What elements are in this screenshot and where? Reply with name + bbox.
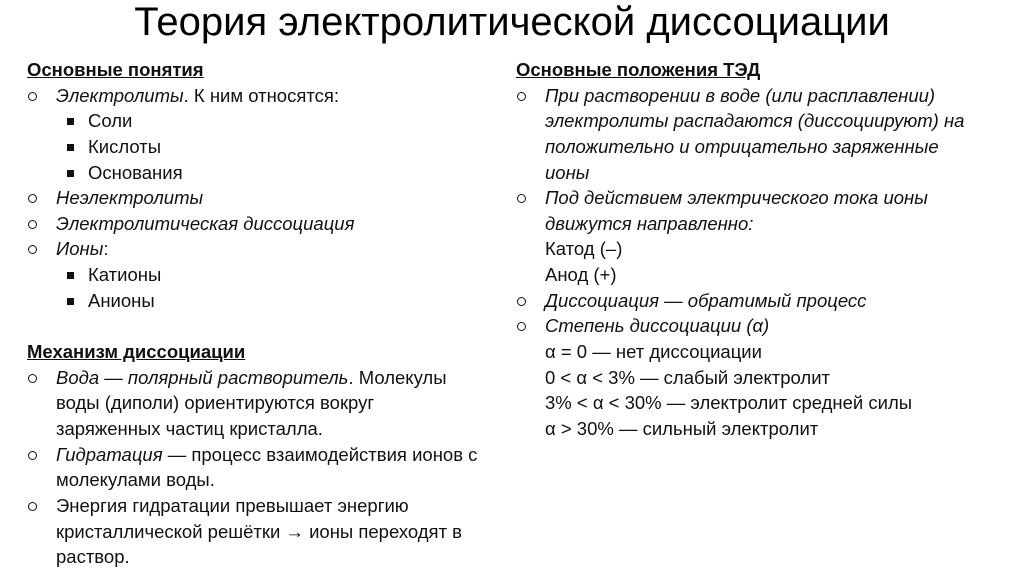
list-line [516, 236, 1006, 262]
text-segment: движутся направленно: [545, 212, 754, 234]
circle-bullet-icon [28, 502, 37, 511]
slide-title: Теория электролитической диссоциации [134, 0, 890, 44]
text-segment: воды (диполи) ориентируются вокруг [56, 392, 375, 414]
list-line [27, 288, 507, 314]
circle-bullet-icon [28, 220, 37, 229]
list-line [516, 134, 1006, 160]
circle-bullet-icon [517, 92, 526, 101]
list-line [27, 442, 507, 468]
text-segment: Электролитическая диссоциация [56, 212, 355, 234]
text-segment: 0 < α < 3% — слабый электролит [545, 366, 831, 388]
list-line [516, 185, 1006, 211]
square-bullet-icon [67, 272, 74, 279]
text-segment: Энергия гидратации превышает энергию [56, 494, 409, 516]
text-segment: Гидратация [56, 443, 163, 465]
text-segment: Кислоты [88, 135, 162, 157]
right-column [516, 57, 1006, 442]
list-line [27, 544, 507, 570]
list-line [516, 365, 1006, 391]
list-line [27, 134, 507, 160]
text-segment: Анионы [88, 289, 155, 311]
circle-bullet-icon [28, 194, 37, 203]
text-segment: α = 0 — нет диссоциации [545, 341, 762, 363]
list-line [27, 108, 507, 134]
text-segment: 3% < α < 30% — электролит средней силы [545, 392, 913, 414]
circle-bullet-icon [28, 92, 37, 101]
list-line [27, 467, 507, 493]
section-heading [516, 57, 1006, 83]
list-line [27, 519, 507, 545]
circle-bullet-icon [517, 322, 526, 331]
square-bullet-icon [67, 170, 74, 177]
text-segment: Диссоциация — обратимый процесс [545, 289, 867, 311]
square-bullet-icon [67, 118, 74, 125]
text-segment: Соли [88, 110, 133, 132]
circle-bullet-icon [517, 194, 526, 203]
text-segment: При растворении в воде (или расплавлении) [545, 84, 936, 106]
section-heading [27, 339, 507, 365]
text-segment: положительно и отрицательно заряженные [545, 135, 939, 157]
text-segment: Катод (–) [545, 238, 623, 260]
text-segment: Катионы [88, 264, 162, 286]
circle-bullet-icon [28, 451, 37, 460]
text-segment: : [103, 238, 109, 260]
text-segment: Под действием электрического тока ионы [545, 187, 928, 209]
text-segment: Основные положения ТЭД [516, 59, 761, 80]
list-line [516, 160, 1006, 186]
text-segment: заряженных частиц кристалла. [56, 417, 323, 439]
list-line [516, 108, 1006, 134]
text-segment: Вода — полярный растворитель [56, 366, 349, 388]
list-line [516, 211, 1006, 237]
circle-bullet-icon [28, 245, 37, 254]
list-line [27, 185, 507, 211]
list-line [516, 339, 1006, 365]
list-line [27, 236, 507, 262]
text-segment: раствор. [56, 546, 130, 568]
list-line [516, 288, 1006, 314]
list-line [516, 416, 1006, 442]
section-heading [27, 57, 507, 83]
text-segment: Основные понятия [27, 59, 204, 80]
list-line [27, 313, 507, 339]
list-line [27, 262, 507, 288]
text-segment: Неэлектролиты [56, 187, 204, 209]
list-line [516, 313, 1006, 339]
square-bullet-icon [67, 298, 74, 305]
text-segment: . Молекулы [348, 366, 447, 388]
text-segment: Механизм диссоциации [27, 341, 246, 363]
circle-bullet-icon [517, 297, 526, 306]
text-segment: α > 30% — сильный электролит [545, 417, 819, 439]
text-segment: . К ним относятся: [183, 84, 340, 106]
text-segment: кристаллической решётки → ионы переходят в [56, 520, 463, 542]
text-segment: Электролиты [56, 84, 184, 106]
circle-bullet-icon [28, 374, 37, 383]
list-line [516, 262, 1006, 288]
text-segment: — процесс взаимодействия ионов с [162, 443, 478, 465]
text-segment: ионы [545, 161, 590, 183]
text-segment: электролиты распадаются (диссоциируют) на [545, 110, 965, 132]
list-line [27, 390, 507, 416]
list-line [27, 416, 507, 442]
list-line [516, 390, 1006, 416]
text-segment: Ионы [56, 238, 104, 260]
square-bullet-icon [67, 144, 74, 151]
list-line [27, 83, 507, 109]
list-line [516, 83, 1006, 109]
list-line [27, 211, 507, 237]
text-segment: молекулами воды. [56, 469, 215, 491]
text-segment: Анод (+) [545, 264, 617, 286]
left-column [27, 57, 507, 570]
list-line [27, 365, 507, 391]
list-line [27, 493, 507, 519]
text-segment: Основания [88, 161, 183, 183]
text-segment: Степень диссоциации (α) [545, 315, 770, 337]
list-line [27, 160, 507, 186]
